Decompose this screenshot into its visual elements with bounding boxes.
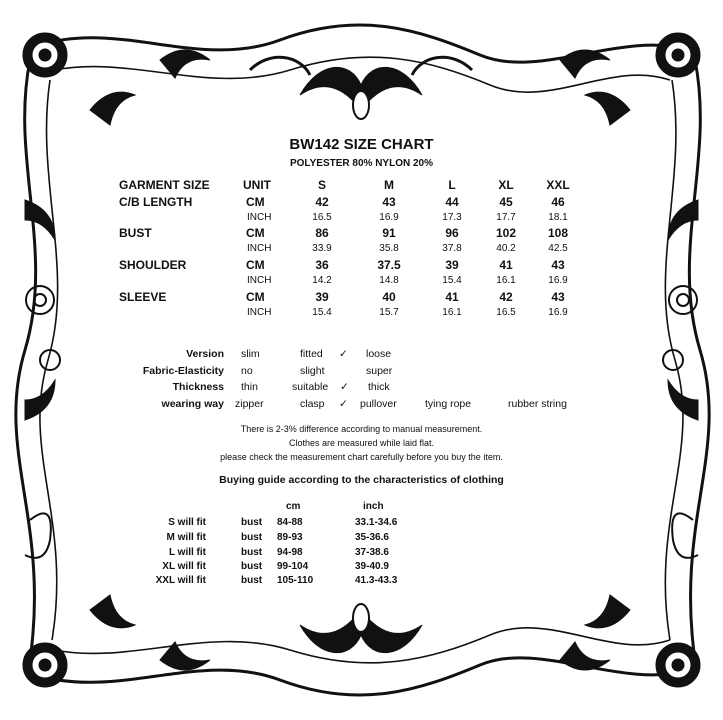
guide-part: bust	[241, 575, 263, 586]
table-header-size: XL	[498, 178, 514, 192]
inch-value-cell: 16.9	[379, 212, 399, 223]
attribute-option: zipper	[235, 398, 264, 410]
cm-value-cell: 86	[315, 226, 329, 240]
guide-inch-range: 37-38.6	[355, 547, 389, 558]
attribute-option: slight	[300, 365, 325, 377]
cm-value-cell: 37.5	[377, 258, 401, 272]
check-mark-icon: ✓	[339, 398, 348, 410]
unit-inch-label: INCH	[247, 212, 272, 223]
attribute-option: thick	[368, 381, 390, 393]
unit-inch-label: INCH	[247, 307, 272, 318]
unit-cm-label: CM	[246, 226, 265, 240]
guide-part: bust	[241, 517, 263, 528]
cm-value-cell: 43	[551, 258, 565, 272]
inch-value-cell: 14.2	[312, 275, 332, 286]
attribute-option: clasp	[300, 398, 325, 410]
page-title: BW142 SIZE CHART	[289, 136, 434, 153]
attribute-option: fitted	[300, 348, 323, 360]
inch-value-cell: 37.8	[442, 243, 462, 254]
cm-value-cell: 42	[315, 195, 329, 209]
inch-value-cell: 14.8	[379, 275, 399, 286]
attribute-option: no	[241, 365, 253, 377]
attribute-option: slim	[241, 348, 260, 360]
measurement-label: SHOULDER	[119, 258, 187, 272]
table-header-size: M	[384, 178, 394, 192]
attribute-label: Thickness	[172, 381, 224, 393]
cm-value-cell: 40	[382, 290, 396, 304]
inch-value-cell: 17.3	[442, 212, 462, 223]
table-header-garment-size: GARMENT SIZE	[119, 178, 210, 192]
inch-value-cell: 16.1	[496, 275, 516, 286]
cm-value-cell: 41	[499, 258, 513, 272]
attribute-option: rubber string	[508, 398, 567, 410]
cm-value-cell: 102	[495, 226, 517, 240]
cm-value-cell: 46	[551, 195, 565, 209]
attribute-option: tying rope	[425, 398, 472, 410]
attribute-label: Fabric-Elasticity	[142, 365, 224, 377]
cm-value-cell: 41	[445, 290, 459, 304]
measurement-label: C/B LENGTH	[119, 195, 193, 209]
cm-value-cell: 39	[445, 258, 459, 272]
attribute-option: pullover	[360, 398, 397, 410]
inch-value-cell: 40.2	[496, 243, 516, 254]
inch-value-cell: 16.1	[442, 307, 462, 318]
attribute-option: loose	[366, 348, 392, 360]
buying-guide-inch-header: inch	[363, 501, 384, 512]
cm-value-cell: 42	[499, 290, 513, 304]
guide-part: bust	[241, 547, 263, 558]
cm-value-cell: 43	[551, 290, 565, 304]
guide-cm-range: 99-104	[277, 561, 309, 572]
unit-inch-label: INCH	[247, 275, 272, 286]
inch-value-cell: 16.9	[548, 307, 568, 318]
buying-guide-cm-header: cm	[286, 501, 301, 512]
guide-size-label: S will fit	[168, 517, 206, 528]
note-line: Clothes are measured while laid flat.	[288, 438, 435, 448]
cm-value-cell: 108	[547, 226, 569, 240]
inch-value-cell: 17.7	[496, 212, 516, 223]
table-header-size: L	[448, 178, 456, 192]
guide-inch-range: 35-36.6	[355, 532, 389, 543]
table-header-size: S	[317, 178, 326, 192]
attribute-option: super	[366, 365, 393, 377]
check-mark-icon: ✓	[339, 348, 348, 360]
attribute-label: wearing way	[161, 398, 224, 410]
guide-inch-range: 39-40.9	[355, 561, 389, 572]
attribute-option: suitable	[292, 381, 329, 393]
guide-cm-range: 89-93	[277, 532, 303, 543]
cm-value-cell: 39	[315, 290, 329, 304]
inch-value-cell: 15.4	[312, 307, 332, 318]
guide-cm-range: 84-88	[277, 517, 303, 528]
guide-cm-range: 94-98	[277, 547, 303, 558]
guide-inch-range: 41.3-43.3	[355, 575, 398, 586]
inch-value-cell: 16.5	[496, 307, 516, 318]
inch-value-cell: 15.7	[379, 307, 399, 318]
guide-part: bust	[241, 561, 263, 572]
unit-inch-label: INCH	[247, 243, 272, 254]
note-line: There is 2-3% difference according to manual measurement.	[240, 424, 483, 434]
guide-part: bust	[241, 532, 263, 543]
inch-value-cell: 33.9	[312, 243, 332, 254]
table-header-unit: UNIT	[243, 178, 271, 192]
measurement-label: SLEEVE	[119, 290, 167, 304]
buying-guide-title: Buying guide according to the characteristics of clothing	[219, 474, 504, 486]
check-mark-icon: ✓	[340, 381, 349, 393]
unit-cm-label: CM	[246, 195, 265, 209]
cm-value-cell: 43	[382, 195, 396, 209]
unit-cm-label: CM	[246, 290, 265, 304]
measurement-label: BUST	[119, 226, 152, 240]
unit-cm-label: CM	[246, 258, 265, 272]
guide-size-label: L will fit	[168, 547, 206, 558]
guide-size-label: M will fit	[166, 532, 206, 543]
inch-value-cell: 16.5	[312, 212, 332, 223]
inch-value-cell: 18.1	[548, 212, 568, 223]
guide-size-label: XL will fit	[162, 561, 206, 572]
cm-value-cell: 36	[315, 258, 329, 272]
table-header-size: XXL	[546, 178, 570, 192]
inch-value-cell: 16.9	[548, 275, 568, 286]
guide-inch-range: 33.1-34.6	[355, 517, 398, 528]
cm-value-cell: 91	[382, 226, 396, 240]
attribute-option: thin	[241, 381, 258, 393]
inch-value-cell: 42.5	[548, 243, 568, 254]
cm-value-cell: 96	[445, 226, 459, 240]
attribute-label: Version	[186, 348, 224, 360]
inch-value-cell: 35.8	[379, 243, 399, 254]
inch-value-cell: 15.4	[442, 275, 462, 286]
guide-cm-range: 105-110	[277, 575, 314, 586]
material-composition: POLYESTER 80% NYLON 20%	[289, 158, 433, 169]
note-line: please check the measurement chart carefully before you buy the item.	[220, 452, 503, 462]
cm-value-cell: 45	[499, 195, 513, 209]
cm-value-cell: 44	[445, 195, 459, 209]
guide-size-label: XXL will fit	[155, 575, 206, 586]
